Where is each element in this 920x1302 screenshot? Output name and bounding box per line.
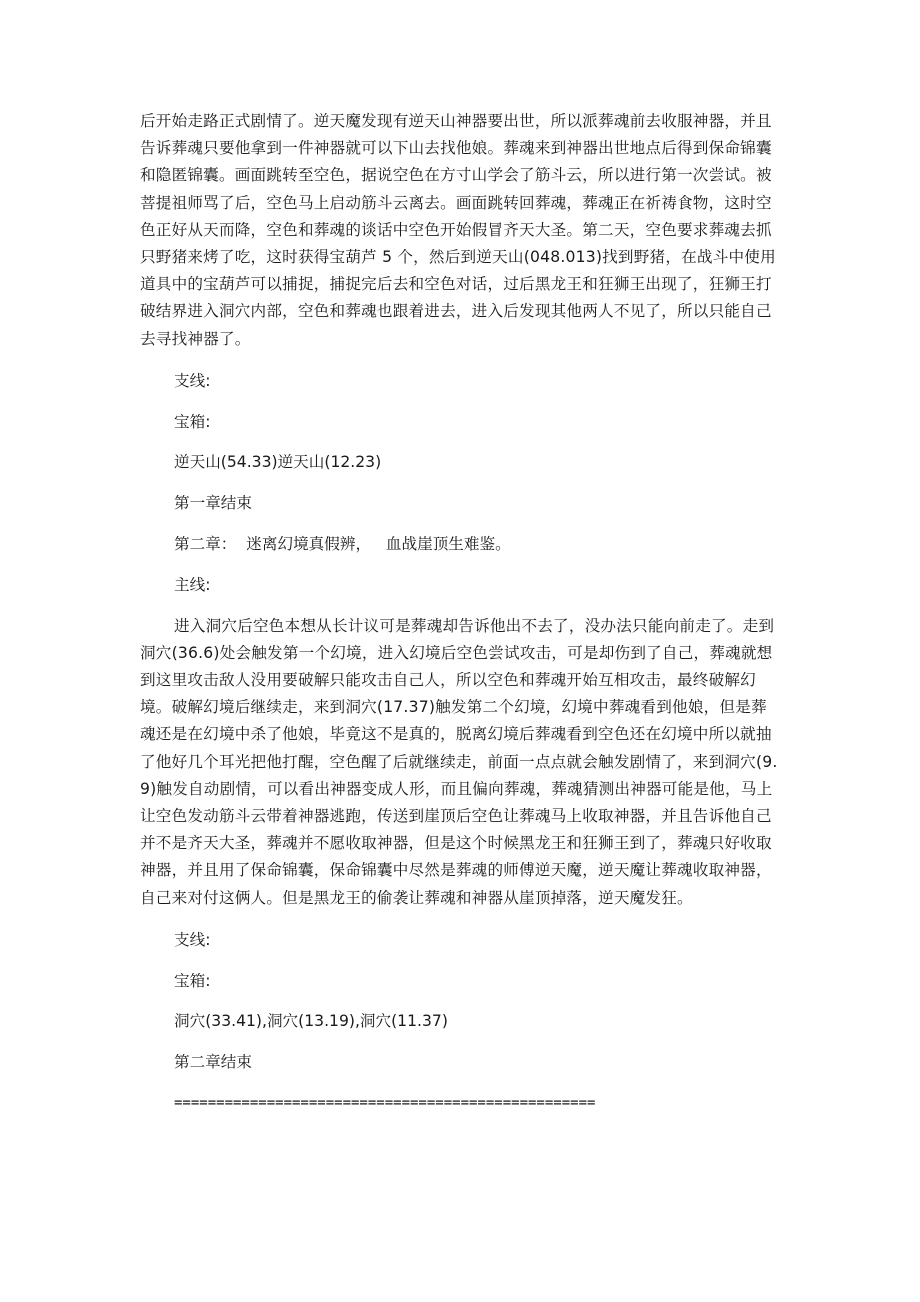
side-quest-label: 支线: [174, 371, 211, 390]
chapter2-story-paragraph: 进入洞穴后空色本想从长计议可是葬魂却告诉他出不去了，没办法只能向前走了。走到洞穴(36.6)处会触发第一个幻境，进入幻境后空色尝试攻击，可是却伤到了自己，葬魂就想到这里攻击敌人没用要破解只能攻击自己人，所以空色和葬魂开始互相攻击，最终破解幻境。破解幻境后继续走，来到洞穴(17.37)触发第二个幻境，幻境中葬魂看到他娘，但是葬魂还是在幻境中杀了他娘，毕竟这不是真的，脱离幻境后葬魂看到空色还在幻境中所以就抽了他好几个耳光把他打醒，空色醒了后就继续走，前面一点点就会触发剧情了，来到洞穴(9.9)触发自动剧情，可以看出神器变成人形，而且偏向葬魂，葬魂猜测出神器可能是他，马上让空色发动筋斗云带着神器逃跑，传送到崖顶后空色让葬魂马上收取神器，并且告诉他自己并不是齐天大圣，葬魂并不愿收取神器，但是这个时候黑龙王和狂狮王到了，葬魂只好收取神器，并且用了保命锦囊，保命锦囊中尽然是葬魂的师傅逆天魔，逆天魔让葬魂收取神器，自己来对付这俩人。但是黑龙王的偷袭让葬魂和神器从崖顶掉落，逆天魔发狂。 [140, 616, 778, 907]
chapter1-end: 第一章结束 [174, 494, 252, 513]
chapter1-story-paragraph: 后开始走路正式剧情了。逆天魔发现有逆天山神器要出世，所以派葬魂前去收服神器，并且告诉葬魂只要他拿到一件神器就可以下山去找他娘。葬魂来到神器出世地点后得到保命锦囊和隐匿锦囊。画面跳转至空色，据说空色在方寸山学会了筋斗云，所以进行第一次尝试。被菩提祖师骂了后，空色马上启动筋斗云离去。画面跳转回葬魂，葬魂正在祈祷食物，这时空色正好从天而降，空色和葬魂的谈话中空色开始假冒齐天大圣。第二天，空色要求葬魂去抓只野猪来烤了吃，这时获得宝葫芦 5 个，然后到逆天山(048.013)找到野猪，在战斗中使用道具中的宝葫芦可以捕捉，捕捉完后去和空色对话，过后黑龙王和狂狮王出现了，狂狮王打破结界进入洞穴内部，空色和葬魂也跟着进去，进入后发现其他两人不见了，所以只能自己去寻找神器了。 [140, 112, 776, 348]
chapter2-end: 第二章结束 [174, 1053, 252, 1072]
treasure-chest-label-2: 宝箱: [174, 971, 211, 990]
treasure-chest-label: 宝箱: [174, 412, 211, 431]
main-quest-label: 主线: [174, 575, 211, 594]
treasure-chest-locations-2: 洞穴(33.41),洞穴(13.19),洞穴(11.37) [174, 1012, 448, 1031]
section-divider: ================================================== [174, 1095, 596, 1112]
treasure-chest-locations: 逆天山(54.33)逆天山(12.23) [174, 453, 382, 472]
document-body [140, 108, 780, 1117]
side-quest-label-2: 支线: [174, 930, 211, 949]
chapter2-title: 第二章： 迷离幻境真假辨， 血战崖顶生难鉴。 [174, 535, 511, 554]
